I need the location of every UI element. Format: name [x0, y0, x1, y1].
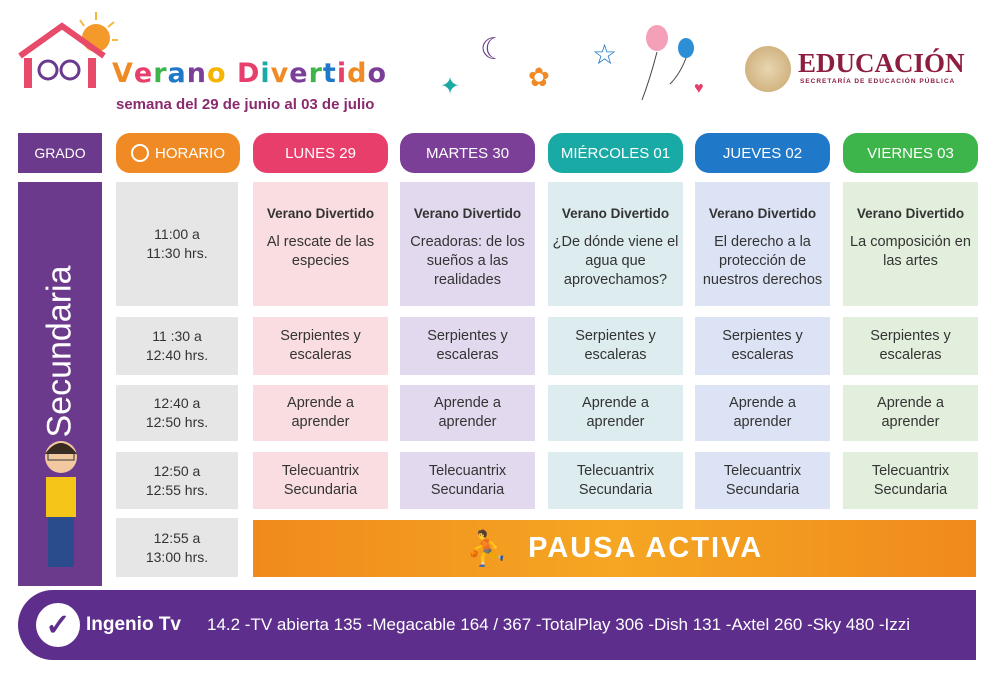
title-letter: r — [153, 58, 168, 89]
heart-icon: ♥ — [694, 80, 704, 97]
program-cell — [548, 182, 683, 306]
program-cell — [400, 182, 535, 306]
verano-divertido-house-logo — [18, 8, 118, 90]
title-letter: o — [207, 58, 227, 89]
grade-sidebar — [18, 182, 102, 586]
program-cell — [253, 385, 388, 441]
balloons-icon — [640, 24, 700, 109]
sep-logo-title: EDUCACIÓN — [798, 48, 965, 78]
program-title: Aprende a aprender — [582, 395, 649, 430]
program-title: Creadoras: de los sueños a las realidades — [410, 234, 525, 288]
day-header: MIÉRCOLES 01 — [548, 133, 683, 173]
time-slot: 12:55 a 13:00 hrs. — [116, 518, 238, 577]
program-title: ¿De dónde viene el agua que aprovechamos? — [552, 234, 679, 288]
program-title: Aprende a aprender — [729, 395, 796, 430]
horario-header — [116, 133, 240, 173]
program-cell — [548, 385, 683, 441]
program-cell — [695, 385, 830, 441]
checkmark-icon: ✓ — [36, 603, 80, 647]
time-slot: 11:00 a 11:30 hrs. — [116, 182, 238, 306]
time-slot: 12:50 a 12:55 hrs. — [116, 452, 238, 509]
program-cell — [400, 385, 535, 441]
pausa-activa-banner — [253, 520, 976, 577]
program-title: Serpientes y escaleras — [870, 328, 951, 363]
title-letter: D — [236, 58, 261, 89]
program-cell — [695, 317, 830, 375]
student-illustration — [36, 432, 86, 582]
grade-label: Secundaria — [40, 265, 79, 438]
program-cell — [548, 317, 683, 375]
clock-icon — [131, 144, 149, 162]
flower-icon: ✿ — [528, 62, 550, 92]
program-cell — [695, 452, 830, 509]
title-letter: V — [112, 58, 134, 89]
program-cell — [843, 317, 978, 375]
title-letter: i — [336, 58, 348, 89]
program-series: Verano Divertido — [856, 206, 965, 221]
title-letter: t — [322, 58, 337, 89]
program-title: Telecuantrix Secundaria — [428, 462, 507, 498]
program-cell — [400, 317, 535, 375]
program-title: Aprende a aprender — [434, 395, 501, 430]
grado-header: GRADO — [18, 133, 102, 173]
program-title: Serpientes y escaleras — [722, 328, 803, 363]
title-letter: e — [289, 58, 309, 89]
program-cell — [253, 317, 388, 375]
title-letter: e — [133, 58, 154, 89]
pausa-activa-label: PAUSA ACTIVA — [528, 532, 764, 564]
program-series: Verano Divertido — [413, 206, 522, 221]
program-cell — [253, 452, 388, 509]
day-header: MARTES 30 — [400, 133, 535, 173]
star-icon: ☆ — [592, 39, 618, 70]
ingenio-tv-brand: Ingenio Tv — [86, 614, 181, 635]
program-title: Telecuantrix Secundaria — [576, 462, 655, 498]
program-cell — [843, 452, 978, 509]
program-title: Telecuantrix Secundaria — [723, 462, 802, 498]
channels-footer — [18, 590, 976, 660]
title-letter: d — [347, 58, 368, 89]
week-subtitle: semana del 29 de junio al 03 de julio — [116, 96, 375, 113]
program-cell — [548, 452, 683, 509]
program-cell — [843, 385, 978, 441]
program-title: Al rescate de las especies — [266, 234, 375, 269]
program-title: El derecho a la protección de nuestros derechos — [702, 234, 823, 288]
program-cell — [253, 182, 388, 306]
horario-label: HORARIO — [154, 144, 225, 162]
program-title: Serpientes y escaleras — [280, 328, 361, 363]
day-header: LUNES 29 — [253, 133, 388, 173]
program-title: Serpientes y escaleras — [427, 328, 508, 363]
day-header: VIERNES 03 — [843, 133, 978, 173]
title-letter: v — [270, 58, 290, 89]
program-title: Serpientes y escaleras — [575, 328, 656, 363]
time-slot: 12:40 a 12:50 hrs. — [116, 385, 238, 441]
exercise-person-icon: ⛹ — [465, 529, 511, 568]
program-series: Verano Divertido — [708, 206, 817, 221]
sep-logo-subtitle: SECRETARÍA DE EDUCACIÓN PÚBLICA — [800, 78, 956, 85]
title-letter: i — [260, 58, 271, 89]
title-letter: a — [167, 58, 187, 89]
program-cell — [843, 182, 978, 306]
title-letter: r — [308, 58, 323, 89]
day-header: JUEVES 02 — [695, 133, 830, 173]
government-seal — [745, 46, 791, 92]
page-title — [112, 58, 387, 89]
title-letter: o — [367, 58, 387, 89]
splash-icon: ✦ — [440, 73, 461, 100]
program-title: Aprende a aprender — [877, 395, 944, 430]
program-cell — [695, 182, 830, 306]
moon-icon: ☾ — [480, 33, 507, 66]
program-cell — [400, 452, 535, 509]
program-series: Verano Divertido — [561, 206, 670, 221]
title-letter: n — [186, 58, 208, 89]
channel-list: 14.2 -TV abierta 135 -Megacable 164 / 367 -TotalPlay 306 -Dish 131 -Axtel 260 -Sky 480 -Izzi — [207, 615, 911, 634]
program-title: La composición en las artes — [850, 234, 971, 269]
program-series: Verano Divertido — [266, 206, 375, 221]
time-slot: 11 :30 a 12:40 hrs. — [116, 317, 238, 375]
program-title: Aprende a aprender — [287, 395, 354, 430]
program-title: Telecuantrix Secundaria — [281, 462, 360, 498]
program-title: Telecuantrix Secundaria — [871, 462, 950, 498]
